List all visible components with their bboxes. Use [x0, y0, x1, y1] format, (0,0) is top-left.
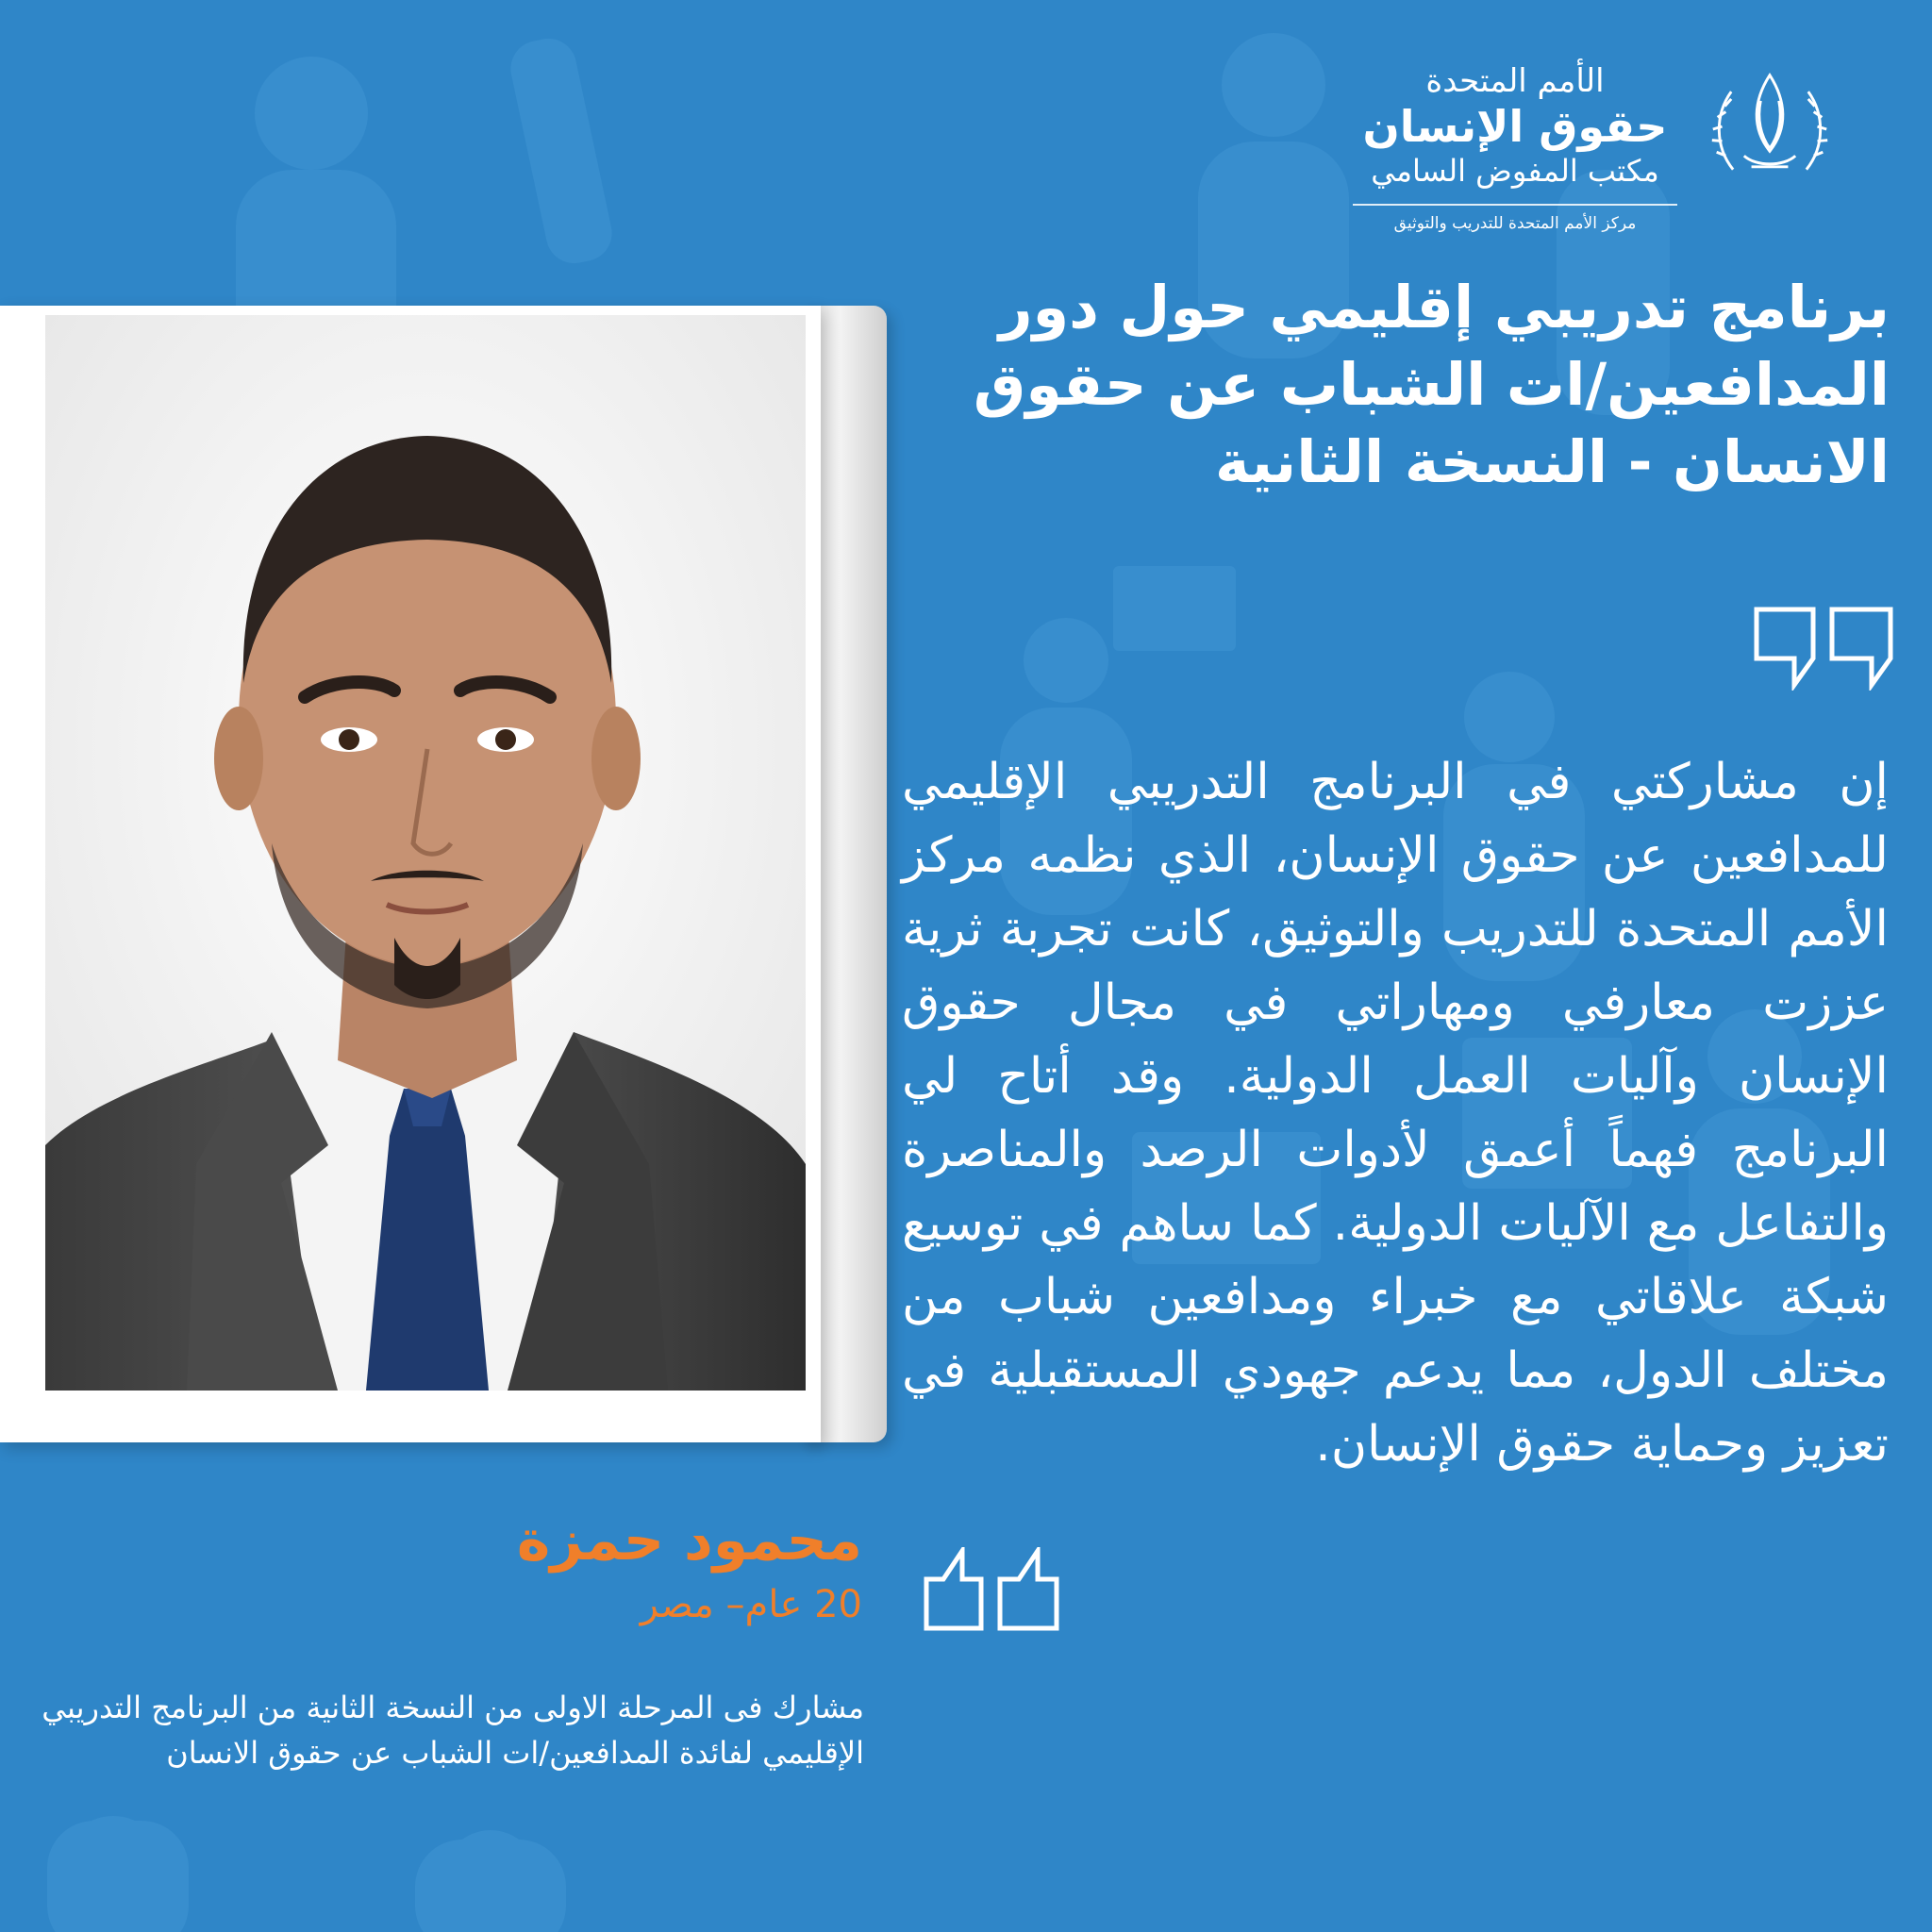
un-human-rights-logo [1345, 58, 1874, 238]
quote-close-icon [923, 1547, 1060, 1632]
un-human-rights-emblem-icon [1706, 64, 1834, 192]
logo-human-rights: حقوق الإنسان [1362, 101, 1668, 152]
book-cover [0, 306, 821, 1442]
logo-text [1345, 60, 1685, 234]
logo-divider [1353, 204, 1677, 206]
logo-training-centre: مركز الأمم المتحدة للتدريب والتوثيق [1393, 214, 1637, 233]
logo-high-commissioner: مكتب المفوض السامي [1371, 153, 1659, 189]
page-title: برنامج تدريبي إقليمي حول دور المدافعين/ات الشباب عن حقوق الانسان - النسخة الثانية [973, 273, 1890, 496]
person-name: محمود حمزة [516, 1507, 862, 1574]
testimonial-text: إن مشاركتي في البرنامج التدريبي الإقليمي للمدافعين عن حقوق الإنسان، الذي نظمه مركز الأمم المتحدة للتدريب والتوثيق، كانت تجربة ثرية عززت معارفي ومهاراتي في مجال حقوق الإنسان وآليات العمل الدولية. وقد أتاح لي البرنامج فهماً أعمق لأدوات الرصد والمناصرة والتفاعل مع الآليات الدولية. كما ساهم في توسيع شبكة علاقاتي مع خبراء ومدافعين شباب من مختلف الدول، مما يدعم جهودي المستقبلية في تعزيز وحماية حقوق الإنسان. [902, 754, 1889, 1473]
portrait-illustration [45, 315, 806, 1391]
person-age-country: 20 عام– مصر [640, 1583, 862, 1626]
photo-book-frame [0, 306, 887, 1442]
logo-united-nations: الأمم المتحدة [1425, 62, 1605, 100]
quote-open-icon [1753, 606, 1896, 691]
portrait-photo [45, 315, 806, 1391]
participant-caption: مشارك فى المرحلة الاولى من النسخة الثانية من البرنامج التدريبي الإقليمي لفائدة المدافعين/ات الشباب عن حقوق الانسان [42, 1690, 864, 1771]
